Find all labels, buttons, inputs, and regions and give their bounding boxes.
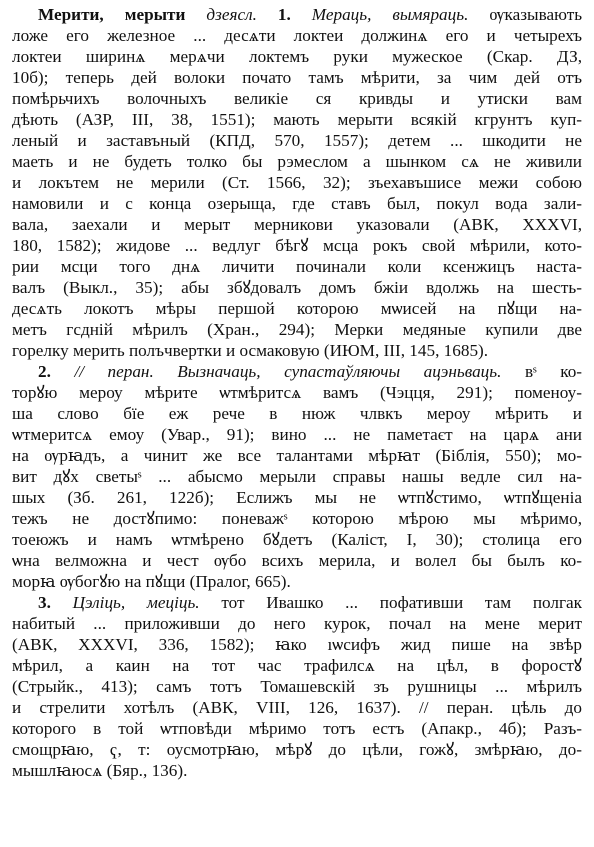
entry-line: десѧть локотъ мѣры першой которою мѡисей на пꙋщи на- (12, 299, 582, 318)
entry-line (38, 5, 582, 25)
entry-line: ложе его железное ... десѧти локтеи должинѧ его и четырехъ (12, 26, 582, 45)
entry-line: дѣють (АЗР, III, 38, 1551); мають мерыти всякій кгрунтъ куп- (12, 110, 582, 129)
entry-line: помѣрьчихъ волочныхъ великіе ся кривды и утиски вам (12, 89, 582, 108)
citation-text: вˢ ко- (524, 362, 582, 381)
entry-line (38, 593, 582, 613)
sense-number: 3. (38, 593, 51, 612)
entry-line: и локътем не мерили (Ст. 1566, 32); зъехавъшисе межи собою (12, 173, 582, 192)
entry-line: вала, заехали и мерыт мерникови указовали (АВК, XXXVI, (12, 215, 582, 234)
entry-line: смощрꙗю, ҁ, т: оусмотрꙗю, мѣрꙋ до цѣли, гожꙋ, змѣрꙗю, до- (12, 740, 582, 759)
entry-line: торꙋю мероу мѣрите ѡтмѣритсѧ вамъ (Чэцця, 291); поменоу- (12, 383, 582, 402)
entry-line: и стрелити хотѣлъ (АВК, VIII, 126, 1637). // перан. цѣль до (12, 698, 582, 717)
entry-line: 10б); теперь дей волоки почато тамъ мѣрити, за чим дей отъ (12, 68, 582, 87)
citation-text: тот Ивашко ... пофативши там полгак (221, 593, 582, 612)
entry-line: вит дꙋх светыˢ ... абысмо мерыли справы нашы ведле сил на- (12, 467, 582, 486)
entry-line: рии мсци того днѧ личити починали коли ксенжицъ наста- (12, 257, 582, 276)
entry-line: тоеюжъ и намъ ѡтмѣрено бꙋдетъ (Каліст, I, 30); столица его (12, 530, 582, 549)
entry-line: на ѹрꙗдъ, а чинит же все талантами мѣрꙗт (Біблія, 550); мо- (12, 446, 582, 465)
entry-line: мышлꙗюсѧ (Бяр., 136). (12, 761, 188, 780)
sense-gloss: // перан. Вызначаць, супастаўляючы ацэньваць. (74, 362, 502, 381)
entry-line: которого в той ѡтповѣди мѣримо тотъ естъ (Апакр., 4б); Разъ- (12, 719, 582, 738)
entry-line: (Стрыйк., 413); самъ тотъ Томашевскій зъ рушницы ... мѣрилъ (12, 677, 582, 696)
entry-line: горелку мерить полъчвертки и осмаковую (ИЮМ, III, 145, 1685). (12, 341, 489, 360)
entry-line: маеть и не будеть толко бы рэмеслом а шынком сѧ не живили (12, 152, 582, 171)
entry-line: ѡна велможна и чест ѹбо всихъ мерила, и волел бы былъ ко- (12, 551, 582, 570)
entry-line: метъ гсдній мѣрилъ (Хран., 294); Мерки медяные купили две (12, 320, 582, 339)
entry-line (38, 362, 582, 382)
entry-line: ѡтмеритсѧ емоу (Увар., 91); вино ... не паметаєт на царѧ ани (12, 425, 582, 444)
sense-gloss: Мераць, вымяраць. (311, 5, 469, 24)
entry-line: мѣрил, а каин на тот час трафилсѧ на цѣл, в форостꙋ (12, 656, 582, 675)
headword: Мерити, мерыти (38, 5, 186, 24)
sense-number: 2. (38, 362, 51, 381)
entry-line: набитый ... приложивши до него курок, почал на мене мерит (12, 614, 582, 633)
entry-line: 180, 1582); жидове ... ведлуг бѣгꙋ мсца рокъ свой мѣрили, кото- (12, 236, 582, 255)
sense-number: 1. (277, 5, 291, 24)
entry-line: ша слово бїе еж рече в нюж члвкъ мероу мѣрить и (12, 404, 582, 423)
entry-line: леный и заставъный (КПД, 570, 1557); детем ... шкодити не (12, 131, 582, 150)
entry-line: (АВК, XXXVI, 336, 1582); ꙗко ıѡсифъ жид пише на звѣр (12, 635, 582, 654)
entry-line: морꙗ ѹбогꙋю на пꙋщи (Пралог, 665). (12, 572, 291, 591)
entry-line: локтеи ширинѧ мерѧчи локтемъ руки мужеское (Скар. ДЗ, (12, 47, 582, 66)
citation-text: ѹказывають (489, 5, 582, 24)
entry-line: тежъ не достꙋпимо: поневажˢ которою мѣрою мы мѣримо, (12, 509, 582, 528)
sense-gloss: Цэліць, меціць. (72, 593, 200, 612)
entry-line: валъ (Выкл., 35); абы збꙋдовалъ домъ бжіи вдолжь на шесть- (12, 278, 582, 297)
entry-line: намовили и с конца озерыща, где ставъ был, покул вода зали- (12, 194, 582, 213)
entry-line: шых (Зб. 261, 122б); Еслижъ мы не ѡтпꙋстимо, ѡтпꙋщеніа (12, 488, 582, 507)
part-of-speech: дзеясл. (206, 5, 257, 24)
